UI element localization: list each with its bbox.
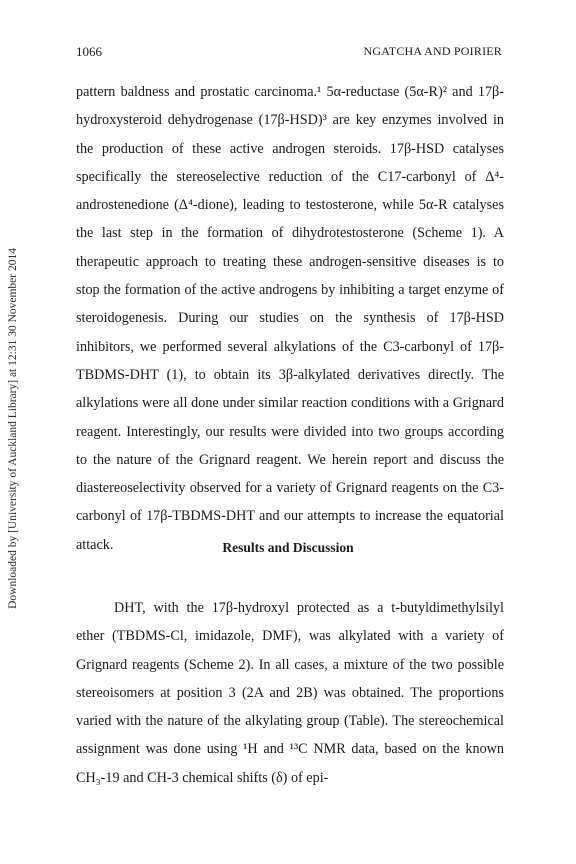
body-paragraph-1: pattern baldness and prostatic carcinoma.¹ 5α-reductase (5α-R)² and 17β-hydroxysteroid dehydrogenase (17β-HSD)³ are key enzymes involved in the production of these active androgen steroids. 17β-HSD catalyses specifically the stereoselective reduction of the C17-carbonyl of Δ⁴-androstenedione (Δ⁴-dione), leading to testosterone, while 5α-R catalyses the last step in the formation of dihydrotestosterone (Scheme 1). A therapeutic approach to treating these androgen-sensitive diseases is to stop the formation of the active androgens by inhibiting a target enzyme of steroidogenesis. During our studies on the synthesis of 17β-HSD inhibitors, we performed several alkylations of the C3-carbonyl of 17β-TBDMS-DHT (1), to obtain its 3β-alkylated derivatives directly. The alkylations were all done under similar reaction conditions with a Grignard reagent. Interestingly, our results were divided into two groups according to the nature of the Grignard reagent. We herein report and discuss the diastereoselectivity observed for a variety of Grignard reagents on the C3-carbonyl of 17β-TBDMS-DHT and our attempts to increase the equatorial attack. (76, 84, 504, 553)
download-watermark (1, 218, 27, 638)
running-head: NGATCHA AND POIRIER (363, 44, 502, 58)
body-paragraph-2 (76, 594, 504, 792)
page-number: 1066 (76, 44, 102, 59)
body-paragraph-2-text: DHT, with the 17β-hydroxyl protected as a t-butyldimethylsilyl ether (TBDMS-Cl, imidazole, DMF), was alkylated with a variety of Grignard reagents (Scheme 2). In all cases, a mixture of the two possible stereoisomers at position 3 (2A and 2B) was obtained. The proportions varied with the nature of the alkylating group (Table). The stereochemical assignment was done using ¹H and ¹³C NMR data, based on the known CH₃-19 and CH-3 chemical shifts (δ) of epi- (76, 600, 504, 786)
download-watermark-text: Downloaded by [University of Auckland Library] at 12:31 30 November 2014 (7, 247, 20, 609)
section-heading: Results and Discussion (222, 540, 354, 555)
